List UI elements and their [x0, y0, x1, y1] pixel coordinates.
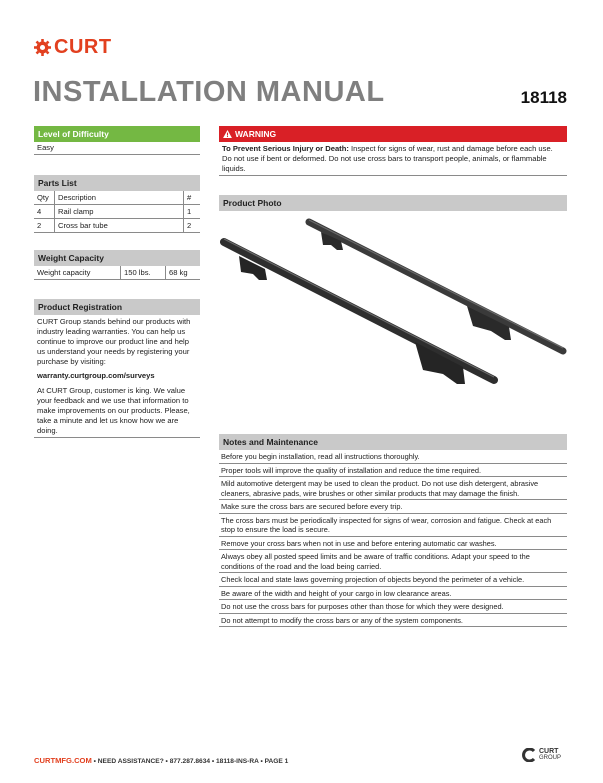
difficulty-heading: Level of Difficulty: [34, 126, 200, 142]
difficulty-section: [34, 126, 200, 155]
cross-bars-illustration: [219, 214, 567, 410]
brand-name: CURT: [54, 36, 112, 58]
warning-triangle-icon: [223, 130, 232, 138]
list-item: Mild automotive detergent may be used to clean the product. Do not use dish detergent, abrasive cleaners, abrasive pads, wire brushes or other similar products that may damage the finish.: [219, 477, 567, 500]
list-item: The cross bars must be periodically inspected for signs of wear, corrosion and fatigue. Check at each stop to ensure the load is secure.: [219, 514, 567, 537]
list-item: Do not attempt to modify the cross bars or any of the system components.: [219, 614, 567, 628]
footer: [34, 756, 288, 765]
notes-section: [219, 434, 567, 627]
feedback-text: At CURT Group, customer is king. We value your feedback and we use that information to make improvements on our products. Please, take a minute and let us know how we are doing.: [34, 381, 200, 438]
list-item: Check local and state laws governing projection of objects beyond the perimeter of a vehicle.: [219, 573, 567, 587]
part-number: 18118: [520, 88, 567, 107]
gear-logo-icon: [34, 39, 51, 56]
list-item: Always obey all posted speed limits and be aware of traffic conditions. Adapt your speed to the conditions of the road and the load being carried.: [219, 550, 567, 573]
number-cell: 2: [184, 219, 201, 233]
weight-lbs: 150 lbs.: [121, 266, 166, 280]
list-item: Before you begin installation, read all instructions thoroughly.: [219, 450, 567, 464]
warning-label: WARNING: [235, 129, 277, 139]
weight-capacity-section: [34, 250, 200, 280]
footer-site-link[interactable]: CURTMFG.COM: [34, 756, 92, 765]
registration-heading: Product Registration: [34, 299, 200, 315]
warning-heading: [219, 126, 567, 142]
difficulty-value: Easy: [34, 142, 200, 155]
qty-cell: 2: [34, 219, 55, 233]
number-cell: 1: [184, 205, 201, 219]
weight-kg: 68 kg: [166, 266, 201, 280]
parts-list-section: [34, 175, 200, 233]
footer-text: • NEED ASSISTANCE? • 877.287.8634 • 18118-INS-RA • PAGE 1: [93, 758, 289, 765]
table-header-row: [34, 191, 200, 205]
column-header: Qty: [34, 191, 55, 205]
curt-group-mark-icon: [522, 748, 536, 762]
warning-text: [219, 142, 567, 176]
group-logo-bottom: GROUP: [539, 755, 562, 761]
qty-cell: 4: [34, 205, 55, 219]
table-row: [34, 205, 200, 219]
product-photo: [219, 214, 567, 410]
curt-group-logo: [522, 748, 561, 762]
description-cell: Cross bar tube: [55, 219, 184, 233]
weight-label: Weight capacity: [34, 266, 121, 280]
list-item: Proper tools will improve the quality of installation and reduce the time required.: [219, 464, 567, 478]
list-item: Be aware of the width and height of your cargo in low clearance areas.: [219, 587, 567, 601]
list-item: Make sure the cross bars are secured before every trip.: [219, 500, 567, 514]
curt-logo: [34, 36, 112, 59]
product-photo-section: [219, 195, 567, 211]
page-title: INSTALLATION MANUAL: [33, 76, 385, 108]
warning-lead: To Prevent Serious Injury or Death:: [222, 144, 349, 153]
product-photo-heading: Product Photo: [219, 195, 567, 211]
description-cell: Rail clamp: [55, 205, 184, 219]
column-header: Description: [55, 191, 184, 205]
registration-text: CURT Group stands behind our products with industry leading warranties. You can help us continue to improve our product line and help us understand your needs by registering your purchase by visiting:: [37, 317, 191, 366]
parts-list-heading: Parts List: [34, 175, 200, 191]
registration-link[interactable]: warranty.curtgroup.com/surveys: [37, 371, 155, 380]
registration-section: [34, 299, 200, 438]
warning-section: [219, 126, 567, 176]
warning-body: Inspect for signs of wear, rust and damage before each use. Do not use if bent or deformed. Do not use cross bars to transport people, animals, or flammable liquids.: [222, 144, 553, 173]
table-row: [34, 219, 200, 233]
weight-heading: Weight Capacity: [34, 250, 200, 266]
column-header: #: [184, 191, 201, 205]
list-item: Remove your cross bars when not in use and before entering automatic car washes.: [219, 537, 567, 551]
weight-table: [34, 266, 200, 280]
parts-table: [34, 191, 200, 233]
group-logo-top: CURT: [539, 748, 559, 755]
notes-heading: Notes and Maintenance: [219, 434, 567, 450]
table-row: [34, 266, 200, 280]
list-item: Do not use the cross bars for purposes other than those for which they were designed.: [219, 600, 567, 614]
